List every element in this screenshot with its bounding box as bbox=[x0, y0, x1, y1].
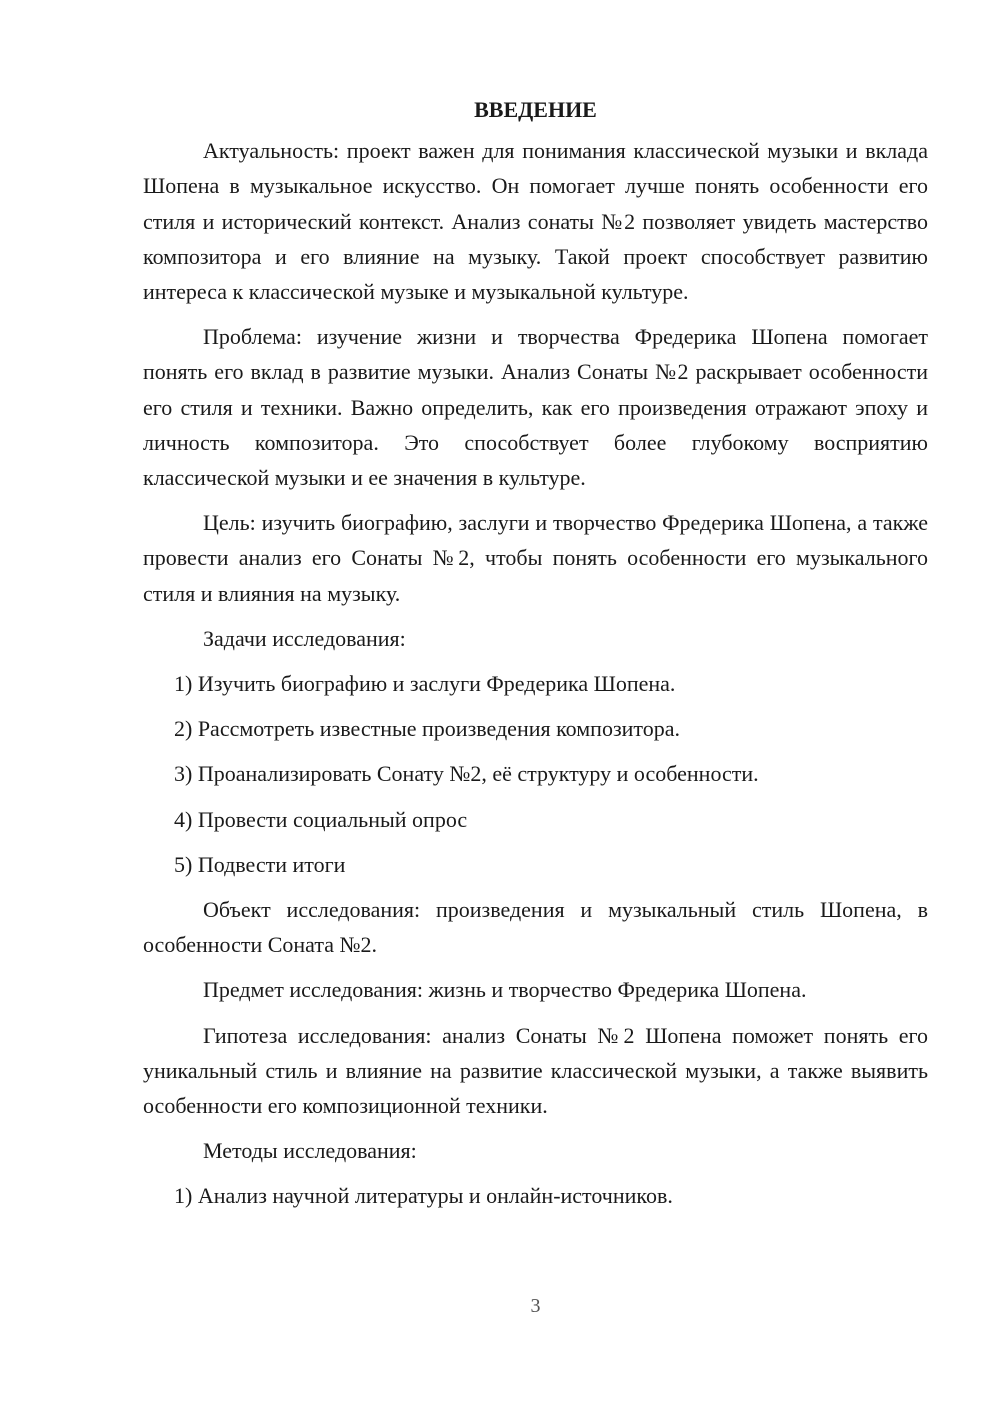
paragraph-relevance: Актуальность: проект важен для понимания классической музыки и вклада Шопена в музыкальное искусство. Он помогает лучше понять особенности его стиля и исторический контекст. Анализ сонаты №2 позволяет увидеть мастерство композитора и его влияние на музыку. Такой проект способствует развитию интереса к классической музыке и музыкальной культуре. bbox=[143, 138, 928, 305]
paragraph-problem: Проблема: изучение жизни и творчества Фредерика Шопена помогает понять его вклад в развитие музыки. Анализ Сонаты №2 раскрывает особенности его стиля и техники. Важно определить, как его произведения отражают эпоху и личность композитора. Это способствует более глубокому восприятию классической музыки и ее значения в культуре. bbox=[143, 324, 928, 491]
task-item-5: 5) Подвести итоги bbox=[174, 851, 346, 877]
task-item-4: 4) Провести социальный опрос bbox=[174, 806, 468, 832]
task-item-1: 1) Изучить биографию и заслуги Фредерика Шопена. bbox=[174, 671, 676, 697]
tasks-list bbox=[143, 666, 928, 882]
paragraph-object: Объект исследования: произведения и музыкальный стиль Шопена, в особенности Соната №2. bbox=[143, 897, 928, 958]
page-number: 3 bbox=[530, 1295, 541, 1317]
paragraph-goal: Цель: изучить биографию, заслуги и творчество Фредерика Шопена, а также провести анализ его Сонаты №2, чтобы понять особенности его музыкального стиля и влияния на музыку. bbox=[143, 510, 928, 606]
method-item-1: 1) Анализ научной литературы и онлайн-источников. bbox=[174, 1183, 673, 1209]
tasks-heading: Задачи исследования: bbox=[203, 625, 406, 651]
section-title: ВВЕДЕНИЕ bbox=[474, 97, 597, 122]
paragraph-subject: Предмет исследования: жизнь и творчество Фредерика Шопена. bbox=[203, 977, 807, 1003]
task-item-3: 3) Проанализировать Сонату №2, её структуру и особенности. bbox=[174, 761, 759, 787]
task-item-2: 2) Рассмотреть известные произведения композитора. bbox=[174, 716, 681, 742]
paragraph-hypothesis: Гипотеза исследования: анализ Сонаты №2 Шопена поможет понять его уникальный стиль и влияние на развитие классической музыки, а также выявить особенности его композиционной техники. bbox=[143, 1022, 928, 1119]
methods-heading: Методы исследования: bbox=[203, 1138, 417, 1164]
methods-list bbox=[143, 1178, 928, 1213]
